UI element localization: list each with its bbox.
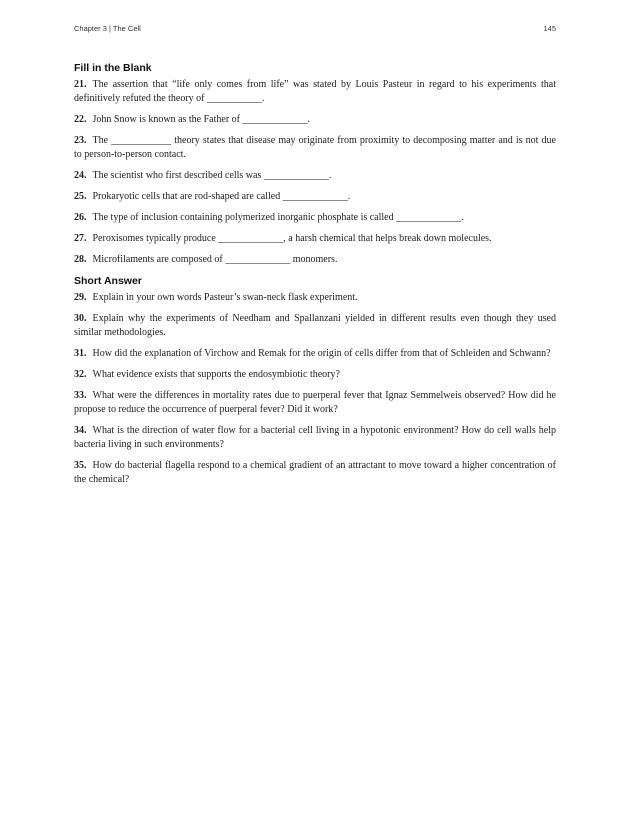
question-34 — [74, 424, 556, 452]
question-number: 32. — [74, 369, 87, 380]
question-number: 34. — [74, 425, 87, 436]
question-29 — [74, 291, 556, 305]
question-23 — [74, 134, 556, 162]
question-text: What evidence exists that supports the endosymbiotic theory? — [92, 369, 340, 380]
question-text: The scientist who first described cells was _____________. — [92, 170, 332, 181]
question-number: 25. — [74, 191, 87, 202]
question-25 — [74, 190, 556, 204]
question-text: Prokaryotic cells that are rod-shaped are called _____________. — [92, 191, 351, 202]
question-text: The type of inclusion containing polymerized inorganic phosphate is called _____________. — [92, 212, 464, 223]
question-number: 22. — [74, 114, 87, 125]
section-heading: Short Answer — [74, 275, 142, 287]
question-28 — [74, 253, 556, 267]
question-text: John Snow is known as the Father of _____________. — [92, 114, 310, 125]
section-short-answer — [74, 274, 556, 487]
question-number: 31. — [74, 348, 87, 359]
page-header — [74, 24, 556, 36]
question-26 — [74, 211, 556, 225]
question-number: 30. — [74, 313, 87, 324]
question-32 — [74, 368, 556, 382]
question-35 — [74, 459, 556, 487]
question-number: 21. — [74, 79, 87, 90]
question-text: The assertion that “life only comes from life” was stated by Louis Pasteur in regard to his experiments that definitively refuted the theory of ___________. — [74, 79, 556, 104]
question-30 — [74, 312, 556, 340]
question-text: Explain in your own words Pasteur’s swan-neck flask experiment. — [92, 292, 358, 303]
question-number: 35. — [74, 460, 87, 471]
question-text: How do bacterial flagella respond to a chemical gradient of an attractant to move toward a higher concentration of the chemical? — [74, 460, 556, 485]
section-heading: Fill in the Blank — [74, 62, 152, 74]
question-number: 26. — [74, 212, 87, 223]
question-number: 33. — [74, 390, 87, 401]
question-33 — [74, 389, 556, 417]
question-24 — [74, 169, 556, 183]
question-number: 28. — [74, 254, 87, 265]
question-text: What were the differences in mortality rates due to puerperal fever that Ignaz Semmelweis observed? How did he propose to reduce the occurrence of puerperal fever? Did it work? — [74, 390, 556, 415]
question-text: Peroxisomes typically produce _____________, a harsh chemical that helps break down molecules. — [92, 233, 492, 244]
question-text: Microfilaments are composed of _____________ monomers. — [92, 254, 338, 265]
question-21 — [74, 78, 556, 106]
question-text: Explain why the experiments of Needham and Spallanzani yielded in different results even though they used similar methodologies. — [74, 313, 556, 338]
question-27 — [74, 232, 556, 246]
question-number: 29. — [74, 292, 87, 303]
question-22 — [74, 113, 556, 127]
question-text: What is the direction of water flow for a bacterial cell living in a hypotonic environment? How do cell walls help bacteria living in such environments? — [74, 425, 556, 450]
question-number: 27. — [74, 233, 87, 244]
section-fill-in-the-blank — [74, 61, 556, 267]
question-number: 24. — [74, 170, 87, 181]
chapter-title: Chapter 3 | The Cell — [74, 24, 141, 33]
question-text: How did the explanation of Virchow and Remak for the origin of cells differ from that of Schleiden and Schwann? — [92, 348, 551, 359]
page-number: 145 — [543, 24, 556, 33]
question-text: The ____________ theory states that disease may originate from proximity to decomposing matter and is not due to person-to-person contact. — [74, 135, 556, 160]
page-content — [74, 61, 556, 494]
question-31 — [74, 347, 556, 361]
question-number: 23. — [74, 135, 87, 146]
